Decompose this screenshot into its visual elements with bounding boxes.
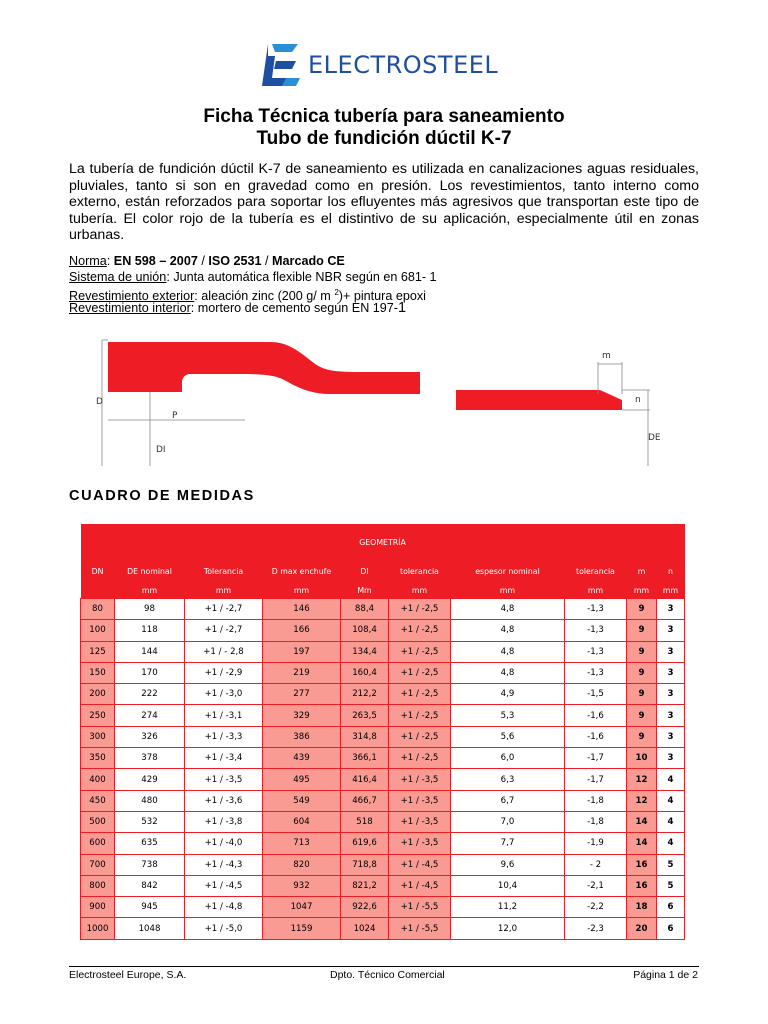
table-cell: -1,9 xyxy=(565,833,627,854)
spec-union-value: : Junta automática flexible NBR según en 681- 1 xyxy=(166,270,437,284)
pipe-diagram xyxy=(90,334,680,474)
spec-norma-sep2: / xyxy=(261,254,273,268)
table-cell: 713 xyxy=(263,833,341,854)
table-cell: 100 xyxy=(81,620,115,641)
table-cell: 549 xyxy=(263,790,341,811)
table-cell: +1 / -4,0 xyxy=(185,833,263,854)
table-row xyxy=(81,662,685,683)
table-row xyxy=(81,790,685,811)
table-cell: 900 xyxy=(81,897,115,918)
table-cell: 144 xyxy=(115,641,185,662)
table-cell: 6 xyxy=(657,918,685,939)
table-cell: +1 / -3,5 xyxy=(389,769,451,790)
table-unit-row xyxy=(81,583,685,599)
table-cell: 314,8 xyxy=(341,726,389,747)
table-cell: +1 / -4,5 xyxy=(389,875,451,896)
footer-page-number: Página 1 de 2 xyxy=(633,969,698,981)
table-row xyxy=(81,897,685,918)
table-row xyxy=(81,641,685,662)
table-cell: 820 xyxy=(263,854,341,875)
table-cell: 619,6 xyxy=(341,833,389,854)
table-cell: 98 xyxy=(115,599,185,620)
footer-divider xyxy=(69,966,699,967)
table-cell: 125 xyxy=(81,641,115,662)
table-unit-cell xyxy=(81,583,115,599)
table-header-cell: tolerancia xyxy=(389,560,451,583)
table-cell: 532 xyxy=(115,811,185,832)
table-cell: 9 xyxy=(627,662,657,683)
table-cell: +1 / -4,5 xyxy=(389,854,451,875)
spec-union xyxy=(69,270,437,285)
table-cell: -1,3 xyxy=(565,662,627,683)
table-cell: 12,0 xyxy=(451,918,565,939)
spec-norma-sep1: / xyxy=(197,254,209,268)
table-cell: -1,5 xyxy=(565,684,627,705)
table-cell: 738 xyxy=(115,854,185,875)
table-cell: +1 / -2,7 xyxy=(185,620,263,641)
table-row xyxy=(81,684,685,705)
table-cell: 604 xyxy=(263,811,341,832)
spec-int-value-tail: 1 xyxy=(398,300,407,316)
table-cell: +1 / -5,5 xyxy=(389,918,451,939)
table-cell: 3 xyxy=(657,726,685,747)
table-cell: -2,2 xyxy=(565,897,627,918)
table-cell: 263,5 xyxy=(341,705,389,726)
table-cell: -2,3 xyxy=(565,918,627,939)
table-cell: 9 xyxy=(627,599,657,620)
label-p: P xyxy=(172,411,178,421)
table-cell: 20 xyxy=(627,918,657,939)
section-heading: CUADRO DE MEDIDAS xyxy=(69,488,255,504)
table-cell: 170 xyxy=(115,662,185,683)
table-cell: 4 xyxy=(657,833,685,854)
table-cell: 16 xyxy=(627,854,657,875)
spec-norma-value-a: EN 598 – 2007 xyxy=(113,254,198,268)
table-cell: 5 xyxy=(657,854,685,875)
spec-int-label: Revestimiento interior xyxy=(69,301,191,315)
table-cell: 5 xyxy=(657,875,685,896)
table-cell: 1159 xyxy=(263,918,341,939)
table-cell: 6 xyxy=(657,897,685,918)
table-row xyxy=(81,748,685,769)
table-cell: 9 xyxy=(627,705,657,726)
table-cell: 12 xyxy=(627,769,657,790)
table-cell: 500 xyxy=(81,811,115,832)
table-cell: 160,4 xyxy=(341,662,389,683)
table-cell: 222 xyxy=(115,684,185,705)
table-cell: 429 xyxy=(115,769,185,790)
table-row xyxy=(81,833,685,854)
table-cell: 274 xyxy=(115,705,185,726)
table-row xyxy=(81,854,685,875)
table-cell: 150 xyxy=(81,662,115,683)
table-cell: 6,0 xyxy=(451,748,565,769)
table-row xyxy=(81,918,685,939)
table-cell: +1 / -4,5 xyxy=(185,875,263,896)
brand-name: ELECTROSTEEL xyxy=(308,51,499,79)
table-unit-cell: mm xyxy=(185,583,263,599)
table-cell: -1,8 xyxy=(565,790,627,811)
table-unit-cell: mm xyxy=(565,583,627,599)
table-cell: 6,3 xyxy=(451,769,565,790)
table-cell: 3 xyxy=(657,684,685,705)
table-cell: 18 xyxy=(627,897,657,918)
table-cell: 9,6 xyxy=(451,854,565,875)
table-row xyxy=(81,726,685,747)
table-cell: 842 xyxy=(115,875,185,896)
table-cell: +1 / -3,5 xyxy=(389,790,451,811)
table-cell: 6,7 xyxy=(451,790,565,811)
table-cell: -1,8 xyxy=(565,811,627,832)
page-title-line1: Ficha Técnica tubería para saneamiento xyxy=(203,106,565,127)
table-unit-cell: mm xyxy=(627,583,657,599)
table-cell: 386 xyxy=(263,726,341,747)
spec-ext-sup: 2 xyxy=(334,288,339,297)
spec-norma: Norma: EN 598 – 2007 / ISO 2531 / Marcado CE xyxy=(69,254,345,268)
table-cell: 10 xyxy=(627,748,657,769)
table-cell: 945 xyxy=(115,897,185,918)
spec-interior xyxy=(69,301,406,316)
table-cell: 4,8 xyxy=(451,599,565,620)
table-cell: 14 xyxy=(627,833,657,854)
pipe-socket-section xyxy=(108,342,420,394)
table-group-header: GEOMETRÍA xyxy=(81,524,685,560)
intro-paragraph: La tubería de fundición dúctil K-7 de saneamiento es utilizada en canalizaciones aguas residuales, pluviales, tanto si son en gravedad como en presión. Los revestimientos, tanto interno como externo, están reforzados para soportar los efluyentes más agresivos que transportan este tipo de tubería. El color rojo de la tubería es el distintivo de su aplicación, especialmente útil en zonas urbanas. xyxy=(69,161,699,244)
footer-department: Dpto. Técnico Comercial xyxy=(330,969,445,981)
table-cell: 5,6 xyxy=(451,726,565,747)
label-de: DE xyxy=(648,433,661,443)
table-cell: +1 / -3,5 xyxy=(185,769,263,790)
table-header-cell: DE nominal xyxy=(115,560,185,583)
table-cell: 9 xyxy=(627,641,657,662)
table-header-cell: Tolerancia xyxy=(185,560,263,583)
table-header-cell: DI xyxy=(341,560,389,583)
table-cell: 700 xyxy=(81,854,115,875)
spec-ext-value-a: : aleación zinc (200 g/ m xyxy=(194,289,335,304)
table-cell: 932 xyxy=(263,875,341,896)
table-cell: 3 xyxy=(657,748,685,769)
table-cell: 3 xyxy=(657,620,685,641)
table-cell: +1 / -3,3 xyxy=(185,726,263,747)
table-cell: +1 / -5,0 xyxy=(185,918,263,939)
table-unit-cell: mm xyxy=(263,583,341,599)
table-cell: 250 xyxy=(81,705,115,726)
table-cell: 4,8 xyxy=(451,662,565,683)
table-cell: 197 xyxy=(263,641,341,662)
table-header-cell: tolerancia xyxy=(565,560,627,583)
table-cell: 4,8 xyxy=(451,620,565,641)
table-cell: -1,3 xyxy=(565,599,627,620)
table-header-cell: m xyxy=(627,560,657,583)
table-cell: 439 xyxy=(263,748,341,769)
table-cell: +1 / -4,8 xyxy=(185,897,263,918)
table-cell: 1047 xyxy=(263,897,341,918)
table-unit-cell: mm xyxy=(115,583,185,599)
table-cell: 480 xyxy=(115,790,185,811)
table-cell: 466,7 xyxy=(341,790,389,811)
table-cell: 3 xyxy=(657,662,685,683)
table-cell: +1 / -3,4 xyxy=(185,748,263,769)
table-cell: 16 xyxy=(627,875,657,896)
table-row xyxy=(81,875,685,896)
brand-logo xyxy=(258,40,498,90)
table-cell: +1 / - 2,8 xyxy=(185,641,263,662)
table-cell: 7,7 xyxy=(451,833,565,854)
table-cell: 146 xyxy=(263,599,341,620)
table-cell: +1 / -4,3 xyxy=(185,854,263,875)
spec-norma-value-b: ISO 2531 xyxy=(208,254,262,268)
table-cell: 300 xyxy=(81,726,115,747)
table-header-cell: espesor nominal xyxy=(451,560,565,583)
table-cell: +1 / -2,5 xyxy=(389,662,451,683)
table-row xyxy=(81,769,685,790)
table-cell: 600 xyxy=(81,833,115,854)
page-title-line2: Tubo de fundición dúctil K-7 xyxy=(256,128,512,149)
table-cell: +1 / -3,0 xyxy=(185,684,263,705)
table-cell: +1 / -2,5 xyxy=(389,599,451,620)
table-cell: 88,4 xyxy=(341,599,389,620)
table-cell: -1,3 xyxy=(565,620,627,641)
table-cell: 212,2 xyxy=(341,684,389,705)
spec-int-value: : mortero de cemento según EN 197- xyxy=(190,301,399,315)
table-cell: 4,8 xyxy=(451,641,565,662)
table-cell: +1 / -2,5 xyxy=(389,641,451,662)
table-row xyxy=(81,620,685,641)
table-header-row xyxy=(81,560,685,583)
table-cell: 4,9 xyxy=(451,684,565,705)
table-cell: -2,1 xyxy=(565,875,627,896)
table-cell: 277 xyxy=(263,684,341,705)
table-cell: 3 xyxy=(657,599,685,620)
table-cell: +1 / -2,5 xyxy=(389,620,451,641)
table-cell: -1,6 xyxy=(565,705,627,726)
table-cell: 1048 xyxy=(115,918,185,939)
table-cell: +1 / -2,9 xyxy=(185,662,263,683)
measurements-table xyxy=(80,524,685,940)
table-cell: 400 xyxy=(81,769,115,790)
table-unit-cell: mm xyxy=(389,583,451,599)
label-n: n xyxy=(635,395,641,405)
table-cell: +1 / -2,7 xyxy=(185,599,263,620)
label-d: D xyxy=(96,397,103,407)
table-cell: 718,8 xyxy=(341,854,389,875)
pipe-spigot-section xyxy=(456,390,622,410)
table-cell: +1 / -3,6 xyxy=(185,790,263,811)
table-cell: 1024 xyxy=(341,918,389,939)
table-cell: 450 xyxy=(81,790,115,811)
table-cell: 326 xyxy=(115,726,185,747)
table-cell: 9 xyxy=(627,620,657,641)
table-cell: +1 / -2,5 xyxy=(389,705,451,726)
table-cell: 134,4 xyxy=(341,641,389,662)
table-cell: 10,4 xyxy=(451,875,565,896)
table-cell: +1 / -3,5 xyxy=(389,811,451,832)
table-cell: 416,4 xyxy=(341,769,389,790)
table-cell: +1 / -3,5 xyxy=(389,833,451,854)
table-cell: 378 xyxy=(115,748,185,769)
table-cell: 3 xyxy=(657,641,685,662)
table-cell: - 2 xyxy=(565,854,627,875)
footer-company: Electrosteel Europe, S.A. xyxy=(69,969,187,981)
table-cell: 3 xyxy=(657,705,685,726)
table-cell: -1,7 xyxy=(565,769,627,790)
spec-norma-value-c: Marcado CE xyxy=(272,254,345,268)
table-cell: 922,6 xyxy=(341,897,389,918)
table-cell: 5,3 xyxy=(451,705,565,726)
table-cell: 166 xyxy=(263,620,341,641)
table-cell: 80 xyxy=(81,599,115,620)
table-row xyxy=(81,705,685,726)
table-header-cell: n xyxy=(657,560,685,583)
table-body xyxy=(81,599,685,940)
table-cell: +1 / -3,8 xyxy=(185,811,263,832)
table-row xyxy=(81,599,685,620)
table-header-cell: D max enchufe xyxy=(263,560,341,583)
table-unit-cell: mm xyxy=(657,583,685,599)
table-cell: 9 xyxy=(627,684,657,705)
spec-ext-label: Revestimiento exterior xyxy=(69,289,195,304)
table-cell: 12 xyxy=(627,790,657,811)
table-cell: 1000 xyxy=(81,918,115,939)
table-cell: 800 xyxy=(81,875,115,896)
table-cell: -1,7 xyxy=(565,748,627,769)
table-cell: 329 xyxy=(263,705,341,726)
spec-union-label: Sistema de unión xyxy=(69,270,167,284)
table-cell: 366,1 xyxy=(341,748,389,769)
table-cell: 219 xyxy=(263,662,341,683)
label-di: DI xyxy=(156,445,166,455)
table-cell: 518 xyxy=(341,811,389,832)
table-cell: 821,2 xyxy=(341,875,389,896)
table-unit-cell: Mm xyxy=(341,583,389,599)
table-cell: 9 xyxy=(627,726,657,747)
table-cell: +1 / -2,5 xyxy=(389,748,451,769)
table-cell: 200 xyxy=(81,684,115,705)
spec-ext-value-b: )+ pintura epoxi xyxy=(338,289,426,304)
table-row xyxy=(81,811,685,832)
table-cell: 495 xyxy=(263,769,341,790)
table-cell: +1 / -3,1 xyxy=(185,705,263,726)
table-cell: 108,4 xyxy=(341,620,389,641)
table-cell: 635 xyxy=(115,833,185,854)
table-cell: 4 xyxy=(657,790,685,811)
table-cell: 4 xyxy=(657,769,685,790)
table-cell: +1 / -5,5 xyxy=(389,897,451,918)
table-cell: -1,6 xyxy=(565,726,627,747)
table-cell: +1 / -2,5 xyxy=(389,726,451,747)
electrosteel-logo-icon xyxy=(258,40,302,90)
table-cell: 11,2 xyxy=(451,897,565,918)
label-m: m xyxy=(602,351,611,361)
table-cell: +1 / -2,5 xyxy=(389,684,451,705)
table-cell: 4 xyxy=(657,811,685,832)
spec-norma-label: Norma xyxy=(69,254,107,268)
table-unit-cell: mm xyxy=(451,583,565,599)
table-cell: -1,3 xyxy=(565,641,627,662)
table-cell: 7,0 xyxy=(451,811,565,832)
table-cell: 14 xyxy=(627,811,657,832)
table-cell: 350 xyxy=(81,748,115,769)
table-header-cell: DN xyxy=(81,560,115,583)
table-cell: 118 xyxy=(115,620,185,641)
